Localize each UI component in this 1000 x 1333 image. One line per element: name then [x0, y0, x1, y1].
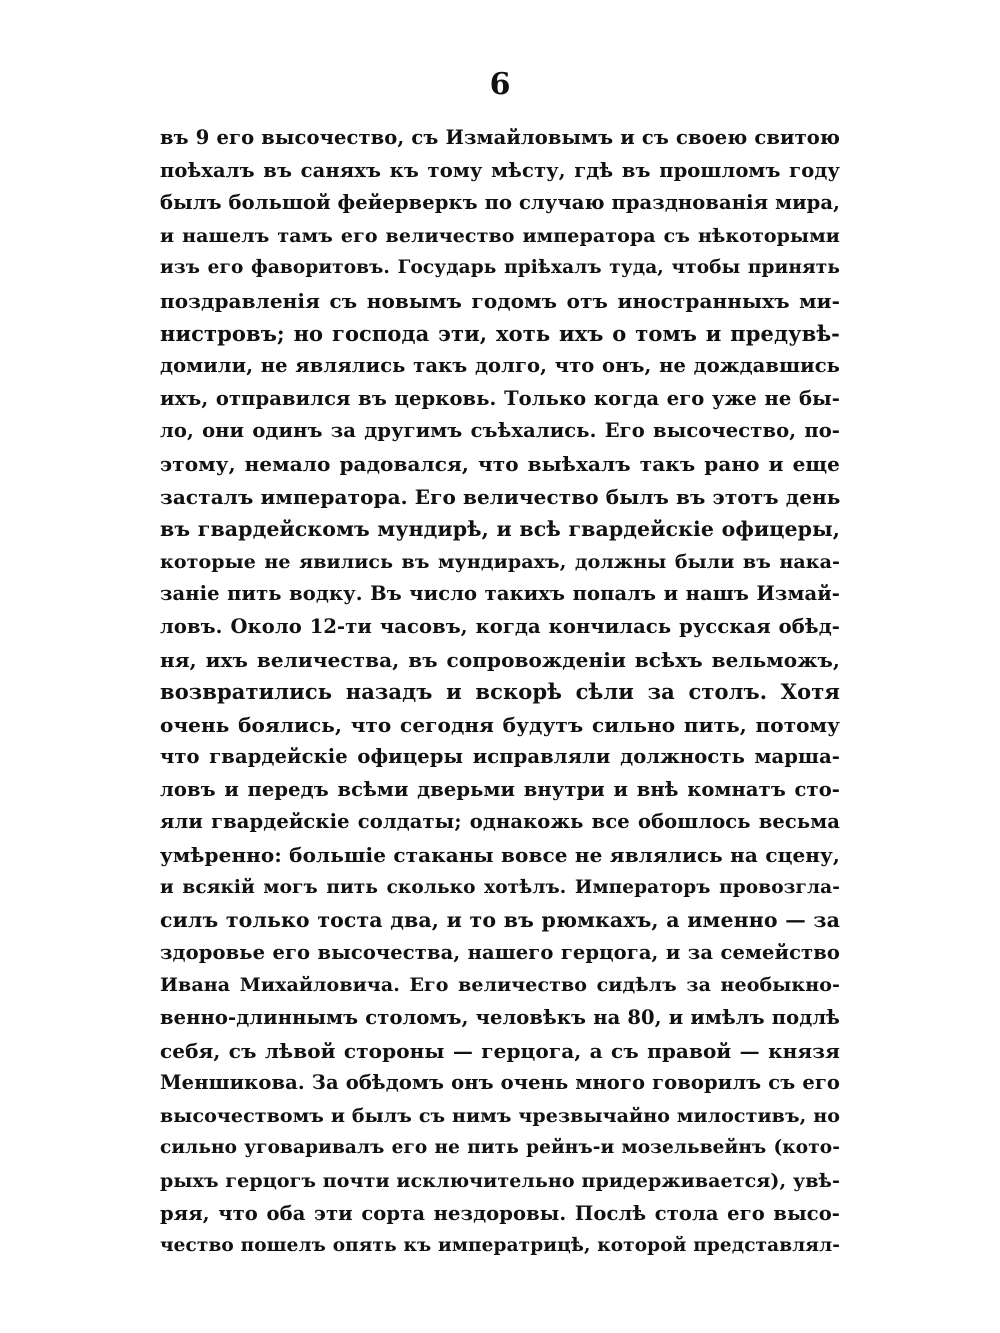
text-line: себя, съ лѣвой стороны — герцога, а съ правой — князя [160, 1038, 840, 1063]
page-number: 6 [489, 67, 511, 102]
text-line: что гвардейскіе офицеры исправляли должность марша- [160, 745, 840, 769]
text-line: которые не явились въ мундирахъ, должны были въ нака- [160, 550, 840, 573]
text-line: венно-длиннымъ столомъ, человѣкъ на 80, и имѣлъ подлѣ [160, 1006, 840, 1030]
text-line: этому, немало радовался, что выѣхалъ такъ рано и еще [160, 451, 840, 476]
text-line: Меншикова. За обѣдомъ онъ очень много говорилъ съ его [160, 1071, 840, 1095]
text-line: былъ большой фейерверкъ по случаю празднованія мира, [160, 191, 841, 215]
text-line: чество пошелъ опять къ императрицѣ, которой представлял- [160, 1235, 840, 1257]
text-line: въ гвардейскомъ мундирѣ, и всѣ гвардейскіе офицеры, [160, 517, 840, 542]
text-line: и нашелъ тамъ его величество императора съ нѣкоторыми [160, 224, 840, 247]
text-line: заніе пить водку. Въ число такихъ попалъ и нашъ Измай- [160, 582, 840, 606]
text-line: домили, не являлись такъ долго, что онъ, не дождавшись [160, 354, 840, 378]
text-line: поѣхалъ въ саняхъ къ тому мѣсту, гдѣ въ прошломъ году [160, 158, 840, 182]
text-line: умѣренно: большіе стаканы вовсе не являлись на сцену, [160, 843, 840, 868]
text-line: ло, они одинъ за другимъ съѣхались. Его высочество, по- [160, 419, 840, 443]
text-line: рыхъ герцогъ почти исключительно придерживается), увѣ- [160, 1170, 840, 1192]
text-line: ихъ, отправился въ церковь. Только когда его уже не бы- [160, 386, 840, 410]
text-line: силъ только тоста два, и то въ рюмкахъ, а именно — за [160, 908, 840, 933]
text-line: сильно уговаривалъ его не пить рейнъ-и мозельвейнъ (кото- [160, 1137, 840, 1159]
text-line: въ 9 его высочество, съ Измайловымъ и съ своею свитою [160, 126, 840, 149]
text-line: яли гвардейскіе солдаты; однакожь все обошлось весьма [160, 810, 840, 834]
text-line: и всякій могъ пить сколько хотѣлъ. Императоръ провозгла- [160, 876, 840, 898]
text-line: Ивана Михайловича. Его величество сидѣлъ за необыкно- [160, 974, 840, 997]
text-line: изъ его фаворитовъ. Государь пріѣхалъ туда, чтобы принять [160, 257, 840, 279]
text-line: здоровье его высочества, нашего герцога, и за семейство [160, 940, 840, 964]
text-line: ня, ихъ величества, въ сопровожденіи всѣхъ вельможъ, [160, 647, 840, 672]
text-line: очень боялись, что сегодня будутъ сильно пить, потому [160, 712, 840, 737]
text-line: высочествомъ и былъ съ нимъ чрезвычайно милостивъ, но [160, 1104, 840, 1127]
body-text [160, 122, 840, 1263]
text-line: засталъ императора. Его величество былъ въ этотъ день [160, 484, 841, 509]
text-line: поздравленія съ новымъ годомъ отъ иностранныхъ ми- [160, 288, 840, 313]
text-line: нистровъ; но господа эти, хоть ихъ о томъ и предувѣ- [160, 320, 840, 346]
text-line: ряя, что оба эти сорта нездоровы. Послѣ стола его высо- [160, 1201, 840, 1225]
text-line: возвратились назадъ и вскорѣ сѣли за столъ. Хотя [160, 679, 840, 705]
text-line: ловъ и передъ всѣми дверьми внутри и внѣ комнатъ сто- [160, 777, 840, 801]
text-line: ловъ. Около 12-ти часовъ, когда кончилась русская обѣд- [160, 614, 840, 638]
